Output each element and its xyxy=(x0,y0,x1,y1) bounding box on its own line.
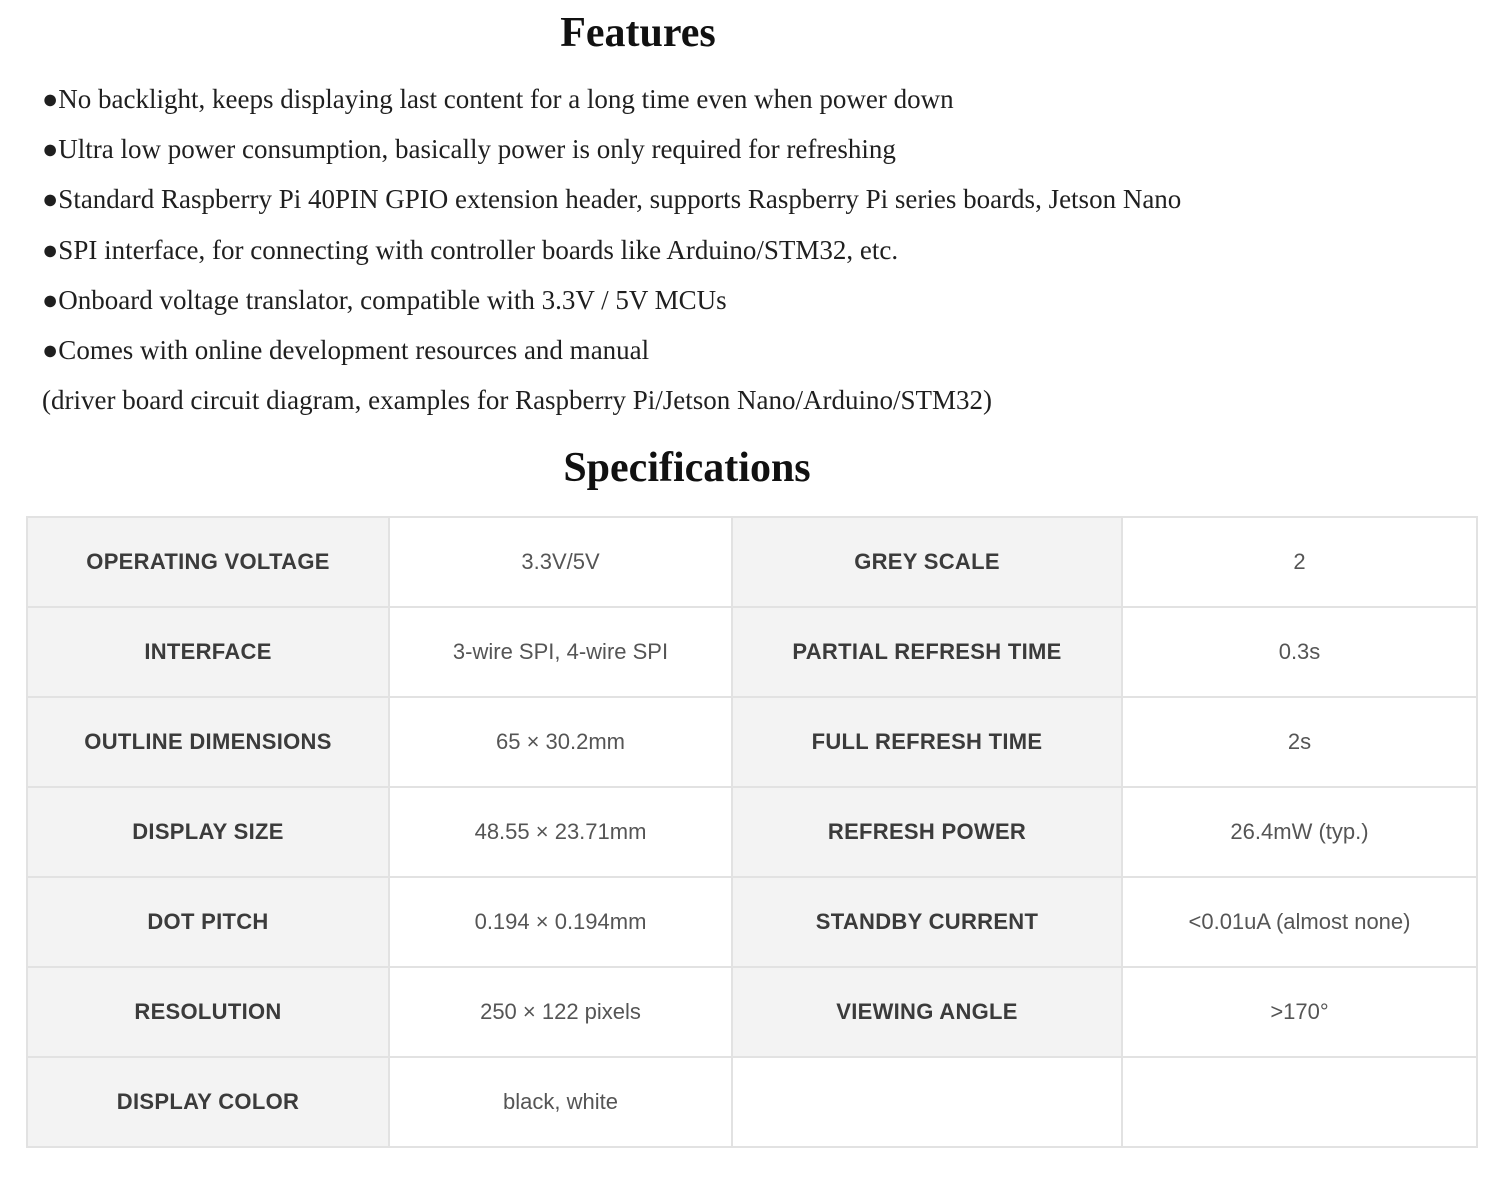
feature-item: ●Onboard voltage translator, compatible with 3.3V / 5V MCUs xyxy=(42,284,727,315)
spec-label: VIEWING ANGLE xyxy=(732,967,1122,1057)
spec-value: black, white xyxy=(389,1057,732,1147)
table-row xyxy=(27,517,1477,607)
specifications-title: Specifications xyxy=(563,445,811,491)
spec-label: INTERFACE xyxy=(27,607,389,697)
spec-label: OPERATING VOLTAGE xyxy=(27,517,389,607)
spec-label: DOT PITCH xyxy=(27,877,389,967)
feature-item: ●Ultra low power consumption, basically power is only required for refreshing xyxy=(42,134,896,165)
spec-empty-cell xyxy=(1122,1057,1477,1147)
spec-value: 0.3s xyxy=(1122,607,1477,697)
feature-item: ●No backlight, keeps displaying last content for a long time even when power down xyxy=(42,84,954,114)
spec-label: GREY SCALE xyxy=(732,517,1122,607)
feature-item: ●Standard Raspberry Pi 40PIN GPIO extension header, supports Raspberry Pi series boards, Jetson Nano xyxy=(42,184,1182,215)
spec-value: 26.4mW (typ.) xyxy=(1122,787,1477,877)
spec-label: DISPLAY COLOR xyxy=(27,1057,389,1147)
spec-label: RESOLUTION xyxy=(27,967,389,1057)
spec-value: 2 xyxy=(1122,517,1477,607)
spec-value: 65 × 30.2mm xyxy=(389,697,732,787)
features-title: Features xyxy=(560,10,716,56)
spec-value: 0.194 × 0.194mm xyxy=(389,877,732,967)
spec-label: OUTLINE DIMENSIONS xyxy=(27,697,389,787)
spec-value: 48.55 × 23.71mm xyxy=(389,787,732,877)
features-list xyxy=(42,74,1181,425)
spec-value: <0.01uA (almost none) xyxy=(1122,877,1477,967)
specifications-table xyxy=(26,516,1478,1148)
spec-value: 3.3V/5V xyxy=(389,517,732,607)
spec-label: PARTIAL REFRESH TIME xyxy=(732,607,1122,697)
spec-label: REFRESH POWER xyxy=(732,787,1122,877)
spec-label: DISPLAY SIZE xyxy=(27,787,389,877)
spec-value: 250 × 122 pixels xyxy=(389,967,732,1057)
spec-value: 3-wire SPI, 4-wire SPI xyxy=(389,607,732,697)
feature-item: ●SPI interface, for connecting with controller boards like Arduino/STM32, etc. xyxy=(42,234,899,265)
table-row xyxy=(27,967,1477,1057)
spec-label: FULL REFRESH TIME xyxy=(732,697,1122,787)
feature-item: ●Comes with online development resources and manual xyxy=(42,334,650,365)
table-row xyxy=(27,1057,1477,1147)
spec-label: STANDBY CURRENT xyxy=(732,877,1122,967)
spec-value: 2s xyxy=(1122,697,1477,787)
table-row xyxy=(27,877,1477,967)
spec-value: >170° xyxy=(1122,967,1477,1057)
spec-empty-cell xyxy=(732,1057,1122,1147)
feature-item-note: (driver board circuit diagram, examples for Raspberry Pi/Jetson Nano/Arduino/STM32) xyxy=(42,385,993,416)
table-row xyxy=(27,607,1477,697)
table-row xyxy=(27,787,1477,877)
table-row xyxy=(27,697,1477,787)
